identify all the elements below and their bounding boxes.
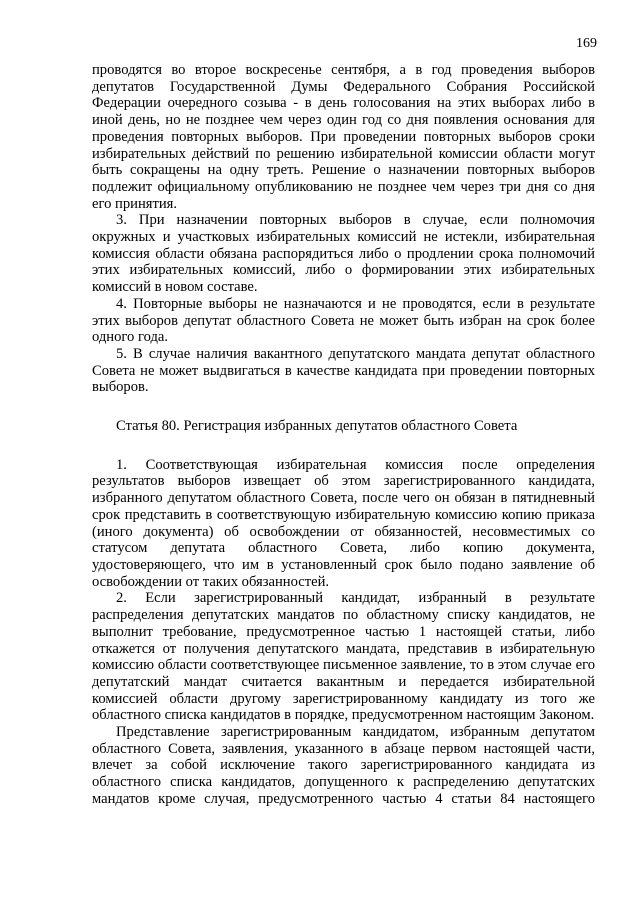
paragraph-item-4: 4. Повторные выборы не назначаются и не проводятся, если в результате этих выборов депутат областного Совета не может быть избран на срок более одного года. (92, 295, 595, 346)
page-number: 169 (576, 36, 597, 51)
paragraph-article80-item-2: 2. Если зарегистрированный кандидат, избранный в результате распределения депутатских мандатов по областному списку кандидатов, не выполнит требование, предусмотренное частью 1 настоящей статьи, либо откажется от получения депутатского мандата, представив в избирательную комиссию области соответствующее письменное заявление, то в этом случае его депутатский мандат считается вакантным и передается избирательной комиссией области другому зарегистрированному кандидату из того же областного списка кандидатов в порядке, предусмотренном настоящим Законом. (92, 590, 595, 724)
paragraph-continuation: проводятся во второе воскресенье сентября, а в год проведения выборов депутатов Государственной Думы Федерального Собрания Российской Федерации очередного созыва - в день голосования на этих выборах либо в иной день, но не позднее чем через один год со дня появления основания для проведения повторных выборов. При проведении повторных выборов сроки избирательных действий по решению избирательной комиссии области могут быть сокращены на одну треть. Решение о назначении повторных выборов подлежит официальному опубликованию не позднее чем через три дня со дня его принятия. (92, 62, 595, 212)
paragraph-article80-item-1: 1. Соответствующая избирательная комиссия после определения результатов выборов извещает об этом зарегистрированного кандидата, избранного депутатом областного Совета, после чего он обязан в пятидневный срок представить в соответствующую избирательную комиссию копию приказа (иного документа) об освобождении от обязанностей, несовместимых со статусом депутата областного Совета, либо копию документа, удостоверяющего, что им в установленный срок было подано заявление об освобождении от таких обязанностей. (92, 456, 595, 590)
paragraph-article80-item-2-continued: Представление зарегистрированным кандидатом, избранным депутатом областного Совета, заявления, указанного в абзаце первом настоящей части, влечет за собой исключение такого зарегистрированного кандидата из областного списка кандидатов, допущенного к распределению депутатских мандатов кроме случая, предусмотренного частью 4 статьи 84 настоящего (92, 724, 595, 807)
article-heading: Статья 80. Регистрация избранных депутатов областного Совета (116, 418, 518, 435)
paragraph-item-3: 3. При назначении повторных выборов в случае, если полномочия окружных и участковых избирательных комиссий не истекли, избирательная комиссия области обязана распорядиться либо о продлении срока полномочий этих избирательных комиссий, либо о формировании этих избирательных комиссий в новом составе. (92, 212, 595, 296)
document-body (92, 62, 595, 808)
paragraph-item-5: 5. В случае наличия вакантного депутатского мандата депутат областного Совета не может выдвигаться в качестве кандидата при проведении повторных выборов. (92, 345, 595, 396)
